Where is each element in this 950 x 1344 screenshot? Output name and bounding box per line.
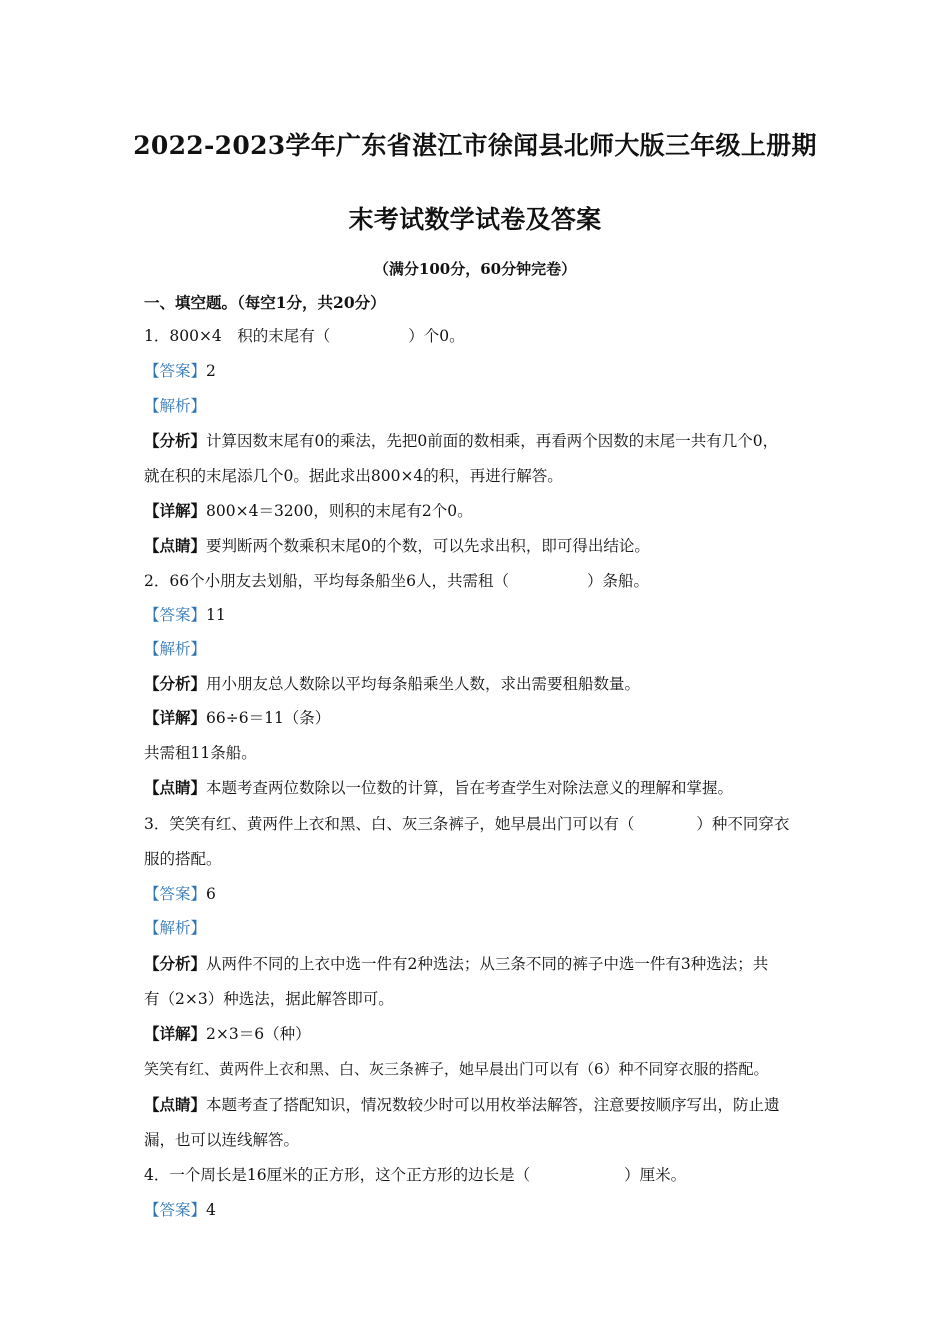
document-title-line1: 2022-2023学年广东省湛江市徐闻县北师大版三年级上册期	[133, 131, 817, 160]
fenxi-label: 【分析】	[144, 954, 207, 973]
question-1-fenxi-cont: 就在积的末尾添几个0。据此求出800×4的积，再进行解答。	[144, 467, 563, 485]
question-3-stem-end: ）种不同穿衣	[696, 815, 790, 833]
jiexi-label: 【解析】	[144, 640, 207, 658]
question-3-stem-start: 3．笑笑有红、黄两件上衣和黑、白、灰三条裤子，她早晨出门可以有（	[144, 815, 635, 833]
question-4-answer	[144, 1199, 814, 1221]
answer-value: 11	[206, 606, 226, 624]
question-3-conclusion: 笑笑有红、黄两件上衣和黑、白、灰三条裤子，她早晨出门可以有（6）种不同穿衣服的搭配。	[144, 1060, 769, 1078]
question-3-dianjing-cont: 漏，也可以连线解答。	[144, 1131, 300, 1149]
question-3-fenxi	[144, 953, 814, 975]
xiangjie-text: 2×3＝6（种）	[206, 1025, 311, 1043]
dianjing-label: 【点睛】	[144, 536, 207, 555]
question-2	[144, 570, 814, 592]
question-1-stem-start: 1．800×4 积的末尾有（	[144, 327, 331, 345]
question-1	[144, 325, 814, 347]
question-1-answer	[144, 360, 814, 382]
section-heading: 一、填空题。（每空1分，共20分）	[144, 293, 386, 312]
question-2-answer	[144, 604, 814, 626]
answer-label: 【答案】	[144, 1201, 207, 1219]
fenxi-label: 【分析】	[144, 674, 207, 693]
question-1-xiangjie	[144, 500, 814, 522]
question-3-fenxi-cont: 有（2×3）种选法，据此解答即可。	[144, 990, 394, 1008]
jiexi-label: 【解析】	[144, 919, 207, 937]
question-4-stem-end: ）厘米。	[624, 1166, 687, 1184]
question-1-fenxi	[144, 430, 814, 452]
question-3	[144, 813, 814, 835]
xiangjie-label: 【详解】	[144, 501, 207, 520]
fenxi-text: 用小朋友总人数除以平均每条船乘坐人数，求出需要租船数量。	[206, 675, 641, 693]
question-3-stem-cont: 服的搭配。	[144, 850, 222, 868]
question-4-stem-start: 4．一个周长是16厘米的正方形，这个正方形的边长是（	[144, 1166, 531, 1184]
document-title-line2: 末考试数学试卷及答案	[348, 205, 602, 234]
dianjing-label: 【点睛】	[144, 778, 207, 797]
question-1-dianjing	[144, 535, 814, 557]
question-1-stem-end: ）个0。	[408, 327, 465, 345]
xiangjie-text: 800×4＝3200，则积的末尾有2个0。	[206, 502, 473, 520]
question-2-xiangjie	[144, 707, 814, 729]
question-3-dianjing	[144, 1094, 814, 1116]
dianjing-text: 本题考查两位数除以一位数的计算，旨在考查学生对除法意义的理解和掌握。	[206, 779, 734, 797]
jiexi-label: 【解析】	[144, 397, 207, 415]
question-2-dianjing	[144, 777, 814, 799]
xiangjie-label: 【详解】	[144, 1024, 207, 1043]
answer-value: 4	[206, 1201, 216, 1219]
question-4	[144, 1164, 814, 1186]
question-2-stem-end: ）条船。	[586, 572, 649, 590]
exam-subtitle: （满分100分，60分钟完卷）	[373, 260, 577, 278]
answer-value: 6	[206, 885, 216, 903]
question-3-answer	[144, 883, 814, 905]
dianjing-label: 【点睛】	[144, 1095, 207, 1114]
question-2-conclusion: 共需租11条船。	[144, 744, 257, 762]
question-2-stem-start: 2．66个小朋友去划船，平均每条船坐6人，共需租（	[144, 572, 509, 590]
fenxi-label: 【分析】	[144, 431, 207, 450]
question-3-xiangjie	[144, 1023, 814, 1045]
xiangjie-label: 【详解】	[144, 708, 207, 727]
dianjing-text: 要判断两个数乘积末尾0的个数，可以先求出积，即可得出结论。	[206, 537, 650, 555]
fenxi-text: 计算因数末尾有0的乘法，先把0前面的数相乘，再看两个因数的末尾一共有几个0，	[206, 432, 779, 450]
answer-value: 2	[206, 362, 216, 380]
answer-label: 【答案】	[144, 362, 207, 380]
fenxi-text: 从两件不同的上衣中选一件有2种选法；从三条不同的裤子中选一件有3种选法；共	[206, 955, 769, 973]
question-2-fenxi	[144, 673, 814, 695]
answer-label: 【答案】	[144, 606, 207, 624]
answer-label: 【答案】	[144, 885, 207, 903]
dianjing-text: 本题考查了搭配知识，情况数较少时可以用枚举法解答，注意要按顺序写出，防止遗	[206, 1096, 780, 1114]
xiangjie-text: 66÷6＝11（条）	[206, 709, 331, 727]
